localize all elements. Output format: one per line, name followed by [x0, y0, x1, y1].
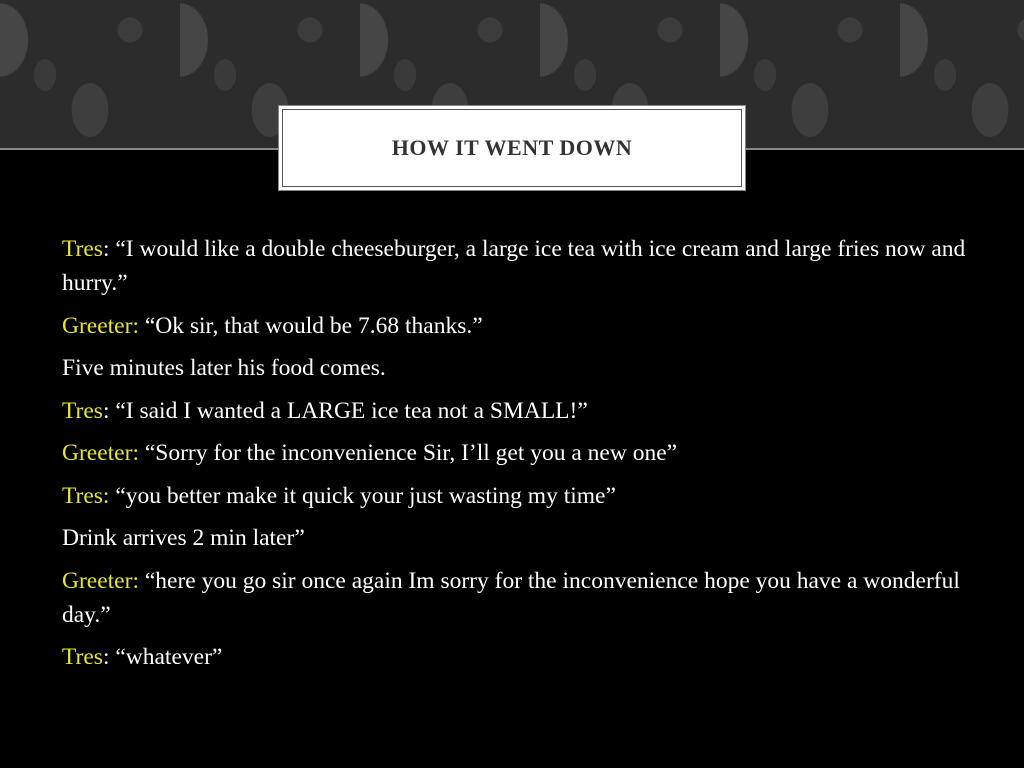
line-text: “I said I wanted a LARGE ice tea not a SMALL!” [115, 397, 588, 424]
dialogue-line [62, 640, 972, 674]
speaker-label: Tres [62, 397, 103, 424]
dialogue-line [62, 436, 972, 470]
line-text: “whatever” [115, 644, 223, 670]
line-text: “I would like a double cheeseburger, a large ice tea with ice cream and large fries now and hurry.” [62, 236, 966, 296]
line-text: “you better make it quick your just wasting my time” [115, 482, 616, 509]
dialogue-line [62, 564, 972, 632]
line-text: “Sorry for the inconvenience Sir, I’ll get you a new one” [144, 440, 678, 466]
line-text: “here you go sir once again Im sorry for the inconvenience hope you have a wonderful day.” [62, 567, 960, 628]
line-text: Drink arrives 2 min later” [62, 525, 305, 551]
narration-line [62, 521, 972, 555]
dialogue-line [62, 309, 972, 343]
title-box [278, 105, 746, 191]
dialogue-content [62, 232, 972, 683]
dialogue-line [62, 479, 972, 513]
narration-line [62, 351, 972, 385]
dialogue-line [62, 394, 972, 428]
line-text: Five minutes later his food comes. [62, 355, 386, 381]
speaker-label: Greeter: [62, 440, 139, 466]
speaker-label: Tres [62, 644, 103, 670]
slide-title: HOW IT WENT DOWN [391, 135, 633, 160]
speaker-label: Greeter: [62, 312, 139, 339]
speaker-label: Tres [62, 236, 103, 262]
speaker-label: Tres: [62, 482, 110, 509]
speaker-label: Greeter: [62, 567, 139, 594]
title-box-inner [282, 109, 742, 187]
separator: : [102, 397, 116, 424]
separator: : [102, 644, 116, 670]
dialogue-line [62, 232, 972, 300]
line-text: “Ok sir, that would be 7.68 thanks.” [144, 312, 483, 339]
separator: : [102, 236, 116, 262]
